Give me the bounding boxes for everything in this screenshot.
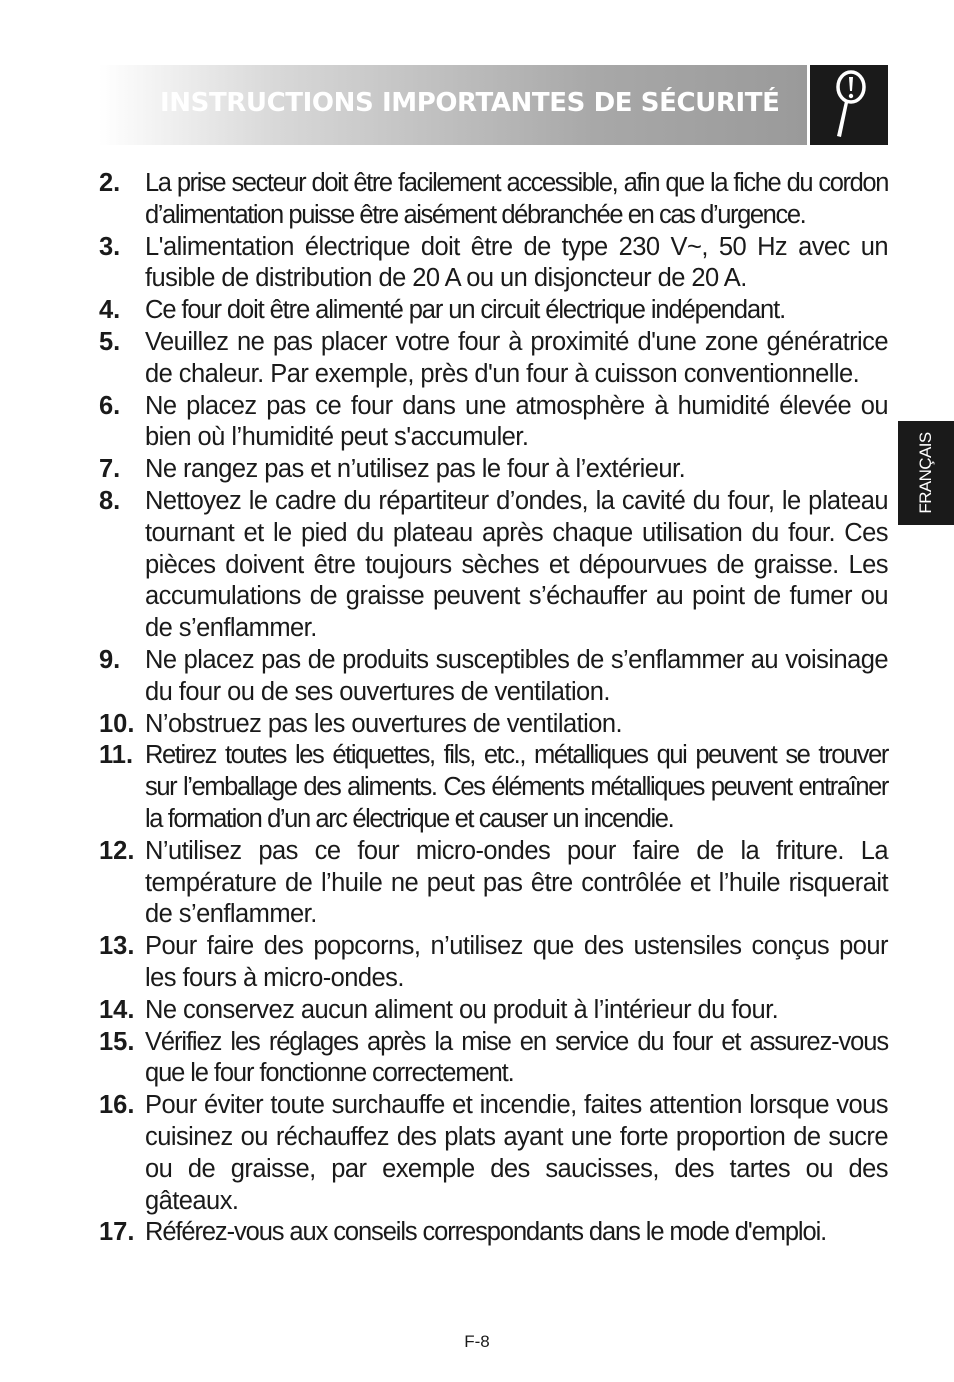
item-number: 14. bbox=[99, 995, 135, 1024]
item-text: Ne placez pas ce four dans une atmosphère à humidité élevée ou bien où l’humidité peut s'accumuler. bbox=[145, 391, 888, 452]
list-item bbox=[99, 709, 888, 741]
list-item bbox=[99, 1027, 888, 1091]
list-item bbox=[99, 836, 888, 931]
list-item bbox=[99, 327, 888, 391]
item-text: Ce four doit être alimenté par un circuit électrique indépendant. bbox=[145, 296, 786, 325]
list-item bbox=[99, 454, 888, 486]
page-title: INSTRUCTIONS IMPORTANTES DE SÉCURITÉ bbox=[160, 88, 780, 118]
item-number: 16. bbox=[99, 1091, 135, 1120]
list-item bbox=[99, 391, 888, 455]
list-item bbox=[99, 232, 888, 296]
item-text: Ne placez pas de produits susceptibles de s’enflammer au voisinage du four ou de ses ouvertures de ventilation. bbox=[145, 645, 888, 706]
item-number: 10. bbox=[99, 709, 135, 738]
item-text: La prise secteur doit être facilement accessible, afin que la fiche du cordon d’alimentation puisse être aisément débranchée en cas d’urgence. bbox=[145, 169, 888, 229]
language-tab-label: FRANÇAIS bbox=[916, 432, 935, 514]
item-text: Pour éviter toute surchauffe et incendie, faites attention lorsque vous cuisinez ou réchauffez des plats ayant une forte proportion de sucre ou de graisse, par exemple des saucisses, des tartes ou des gâteaux. bbox=[145, 1091, 888, 1215]
list-item bbox=[99, 740, 888, 835]
item-text: Ne conservez aucun aliment ou produit à l’intérieur du four. bbox=[145, 995, 779, 1024]
item-number: 3. bbox=[99, 232, 121, 261]
safety-instructions-list bbox=[99, 168, 888, 1249]
page-number: F-8 bbox=[464, 1332, 490, 1351]
item-number: 13. bbox=[99, 932, 135, 961]
item-number: 2. bbox=[99, 169, 121, 197]
item-number: 15. bbox=[99, 1027, 135, 1056]
item-number: 17. bbox=[99, 1218, 135, 1247]
item-number: 6. bbox=[99, 391, 121, 420]
item-text: Référez-vous aux conseils correspondants dans le mode d'emploi. bbox=[145, 1218, 827, 1247]
header-icon-box bbox=[810, 65, 888, 145]
list-item bbox=[99, 995, 888, 1027]
list-item bbox=[99, 168, 888, 232]
item-number: 8. bbox=[99, 486, 121, 515]
item-text: Nettoyez le cadre du répartiteur d’ondes, la cavité du four, le plateau tournant et le pied du plateau après chaque utilisation du four. Ces pièces doivent être toujours sèches et dépourvues de graisse. Les accumulations de graisse peuvent s’échauffer au point de fumer ou de s’enflammer. bbox=[145, 486, 888, 643]
list-item bbox=[99, 931, 888, 995]
item-number: 9. bbox=[99, 645, 121, 674]
item-text: L'alimentation électrique doit être de type 230 V~, 50 Hz avec un fusible de distribution de 20 A ou un disjoncteur de 20 A. bbox=[145, 232, 888, 293]
item-text: Veuillez ne pas placer votre four à proximité d'une zone génératrice de chaleur. Par exemple, près d'un four à cuisson conventionnelle. bbox=[145, 327, 888, 388]
item-text: N’obstruez pas les ouvertures de ventilation. bbox=[145, 709, 623, 738]
list-item bbox=[99, 295, 888, 327]
exclamation-magnifier-icon bbox=[829, 69, 869, 141]
list-item bbox=[99, 486, 888, 645]
list-item bbox=[99, 1090, 888, 1217]
item-number: 11. bbox=[99, 741, 134, 770]
item-number: 7. bbox=[99, 455, 121, 484]
item-number: 4. bbox=[99, 296, 121, 325]
item-text: Retirez toutes les étiquettes, fils, etc., métalliques qui peuvent se trouver sur l’emballage des aliments. Ces éléments métalliques peuvent entraîner la formation d’un arc électrique et causer un incendie. bbox=[145, 741, 888, 833]
list-item bbox=[99, 1217, 888, 1249]
list-item bbox=[99, 645, 888, 709]
item-text: N’utilisez pas ce four micro-ondes pour faire de la friture. La température de l’huile ne peut pas être contrôlée et l’huile risquerait de s’enflammer. bbox=[145, 836, 888, 929]
item-text: Pour faire des popcorns, n’utilisez que des ustensiles conçus pour les fours à micro-ondes. bbox=[145, 932, 888, 992]
item-text: Ne rangez pas et n’utilisez pas le four à l’extérieur. bbox=[145, 455, 686, 484]
item-number: 12. bbox=[99, 836, 135, 865]
item-text: Vérifiez les réglages après la mise en service du four et assurez-vous que le four fonctionne correctement. bbox=[145, 1027, 888, 1088]
language-tab bbox=[898, 421, 954, 525]
item-number: 5. bbox=[99, 327, 121, 356]
